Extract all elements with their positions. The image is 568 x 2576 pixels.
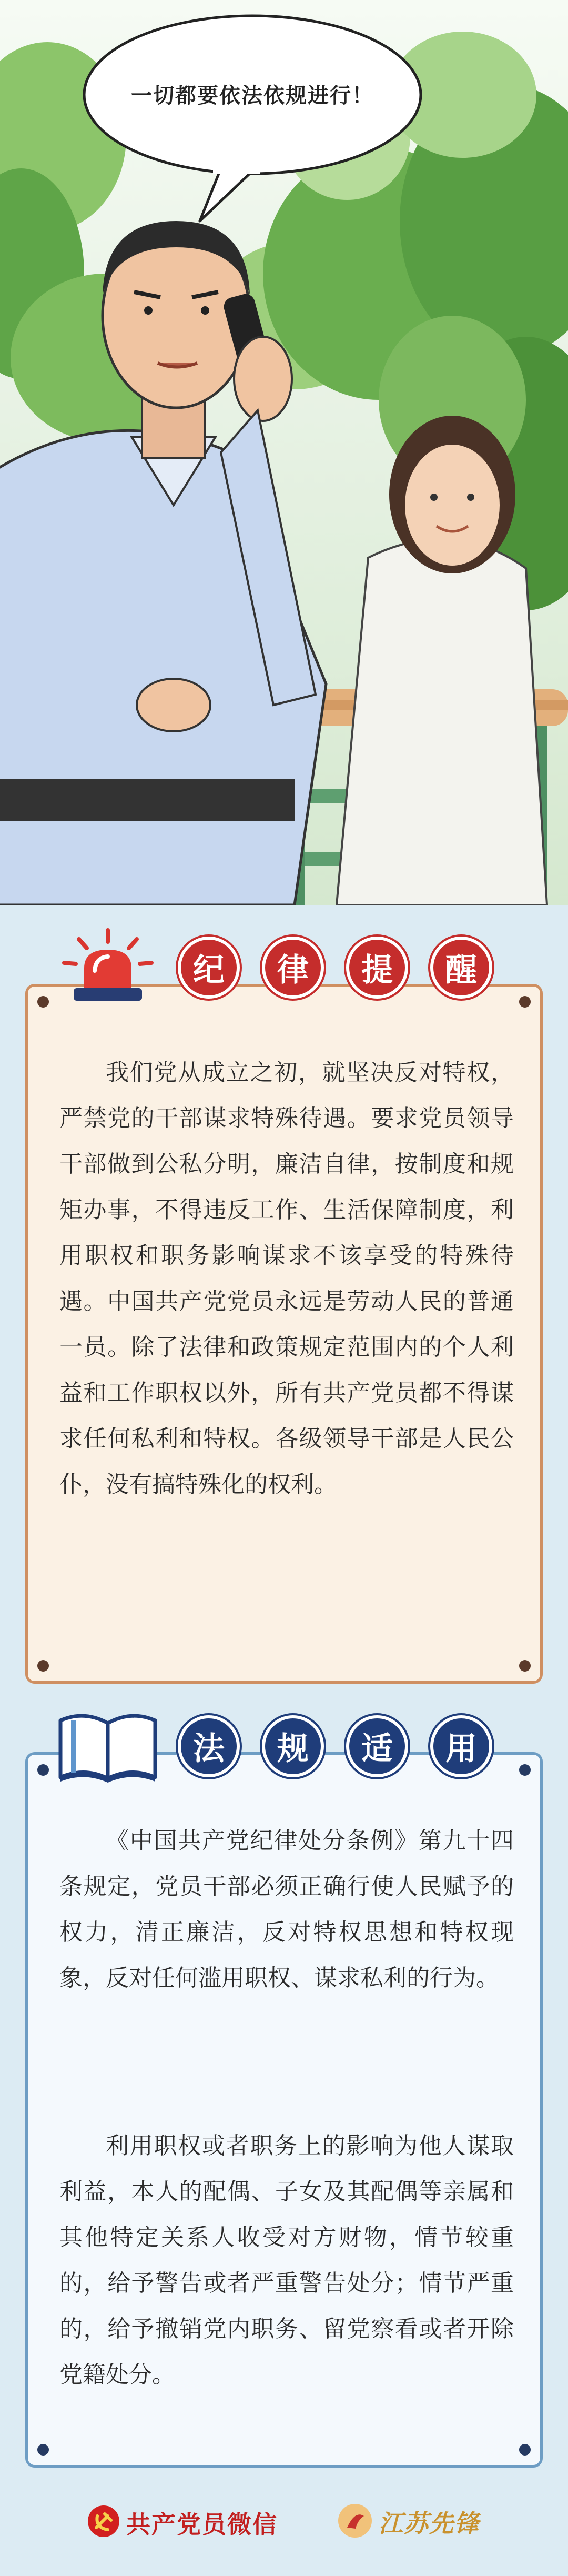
jiangsu-pioneer-emblem-icon xyxy=(337,2502,373,2539)
law-paragraph: 利用职权或者职务上的影响为他人谋取利益，本人的配偶、子女及其配偶等亲属和其他特定关系人收受对方财物，情节较重的，给予警告或者严重警告处分；情节严重的，给予撤销党内职务、留党察看或者开除党籍处分。 xyxy=(59,2132,514,2388)
comic-illustration xyxy=(0,0,568,905)
corner-dot xyxy=(37,2444,49,2456)
discipline-reminder-card xyxy=(25,984,543,1684)
corner-dot xyxy=(519,1660,531,1672)
party-emblem-icon xyxy=(87,2504,120,2538)
open-book-icon xyxy=(55,1705,160,1784)
law-paragraph: 《中国共产党纪律处分条例》第九十四条规定，党员干部必须正确行使人民赋予的权力，清正廉洁，反对特权思想和特权现象，反对任何滥用职权、谋求私利的行为。 xyxy=(59,1827,514,1991)
discipline-body-text: 我们党从成立之初，就坚决反对特权，严禁党的干部谋求特殊待遇。要求党员领导干部做到公私分明，廉洁自律，按制度和规矩办事，不得违反工作、生活保障制度，利用职权和职务影响谋求不该享受的特殊待遇。中国共产党党员永远是劳动人民的普通一员。除了法律和政策规定范围内的个人利益和工作职权以外，所有共产党员都不得谋求任何私利和特权。各级领导干部是人民公仆，没有搞特殊化的权利。 xyxy=(59,1059,514,1498)
siren-icon xyxy=(58,926,158,1005)
title-char-ji: 纪 xyxy=(178,937,240,999)
speech-bubble-text: 一切都要依法依规进行！ xyxy=(131,84,374,108)
corner-dot xyxy=(37,1660,49,1672)
law-application-card xyxy=(25,1752,543,2468)
title-char-yong: 用 xyxy=(430,1715,492,1777)
title-char-lv: 律 xyxy=(262,937,324,999)
discipline-title-bar xyxy=(0,931,568,1005)
footer-logos xyxy=(0,2489,568,2552)
title-char-xing: 醒 xyxy=(430,937,492,999)
title-char-gui: 规 xyxy=(262,1715,324,1777)
law-title-bar xyxy=(0,1710,568,1784)
title-char-shi: 适 xyxy=(346,1715,408,1777)
title-char-fa: 法 xyxy=(178,1715,240,1777)
logo-gongchandangyuan: 共产党员微信 xyxy=(126,2510,278,2539)
logo-jiangsu-xianfeng: 江苏先锋 xyxy=(379,2509,480,2538)
comic-scene xyxy=(0,0,568,905)
corner-dot xyxy=(519,2444,531,2456)
title-char-ti: 提 xyxy=(346,937,408,999)
